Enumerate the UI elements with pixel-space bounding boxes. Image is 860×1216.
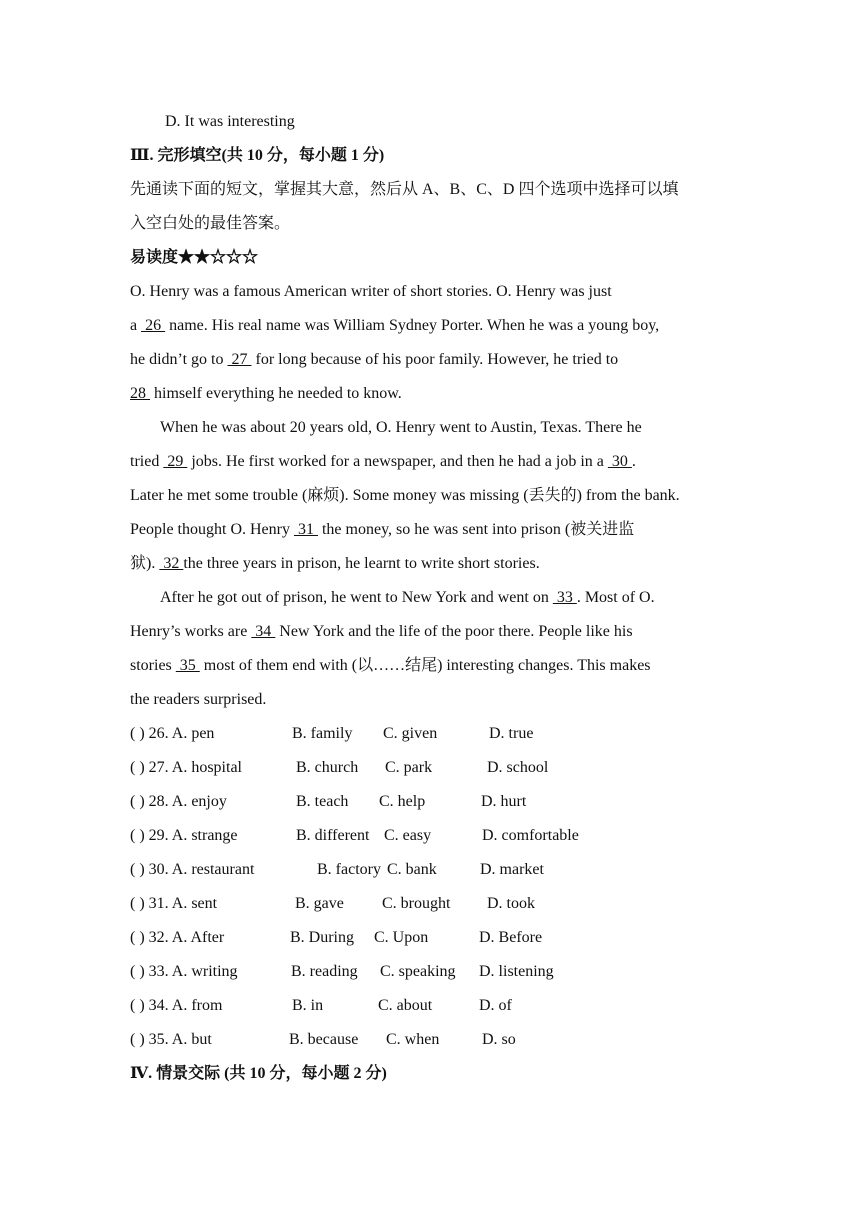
option-d: D. so [482, 1031, 516, 1048]
passage-text: for long because of his poor family. However, he tried to [251, 351, 619, 368]
blank-28: 28 [130, 385, 150, 402]
passage-line-2 [130, 316, 659, 336]
question-number: ( ) 31. A. sent [130, 895, 218, 912]
option-b: B. reading [291, 963, 358, 980]
option-c: C. when [386, 1031, 440, 1048]
option-c: C. easy [384, 827, 432, 844]
option-c: C. brought [382, 895, 451, 912]
blank-34: 34 [251, 623, 276, 640]
passage-text: 狱). [130, 555, 160, 572]
question-30 [130, 860, 730, 880]
option-d: D. market [480, 861, 544, 878]
option-d: D. school [487, 759, 549, 776]
question-number: ( ) 29. A. strange [130, 827, 238, 844]
option-d: D. took [487, 895, 535, 912]
question-number: ( ) 27. A. hospital [130, 759, 242, 776]
option-b: B. family [292, 725, 353, 742]
section-4-heading: Ⅳ. 情景交际 (共 10 分，每小题 2 分) [130, 1065, 387, 1082]
passage-text: he didn’t go to [130, 351, 228, 368]
blank-32: 32 [159, 555, 184, 572]
option-c: C. bank [387, 861, 437, 878]
question-number: ( ) 34. A. from [130, 997, 223, 1014]
passage-text: the money, so he was sent into prison (被关进监 [317, 521, 635, 538]
question-number: ( ) 32. A. After [130, 929, 225, 946]
passage-line-9 [130, 554, 540, 574]
question-number: ( ) 33. A. writing [130, 963, 238, 980]
section-3-heading: Ⅲ. 完形填空(共 10 分，每小题 1 分) [130, 147, 385, 164]
option-c: C. help [379, 793, 426, 810]
option-d: D. listening [479, 963, 554, 980]
question-number: ( ) 35. A. but [130, 1031, 212, 1048]
option-d: D. true [489, 725, 534, 742]
passage-line-8 [130, 520, 634, 540]
instruction-line-2: 入空白处的最佳答案。 [130, 215, 291, 232]
option-b: B. During [290, 929, 354, 946]
passage-line-4 [130, 384, 402, 404]
question-34 [130, 996, 730, 1016]
question-number: ( ) 26. A. pen [130, 725, 215, 742]
passage-text: . Most of O. [576, 589, 655, 606]
option-d: D. hurt [481, 793, 527, 810]
question-number: ( ) 28. A. enjoy [130, 793, 227, 810]
option-b: B. factory [317, 861, 381, 878]
option-b: B. teach [296, 793, 349, 810]
question-number: ( ) 30. A. restaurant [130, 861, 255, 878]
option-b: B. in [292, 997, 324, 1014]
option-d: D. Before [479, 929, 543, 946]
question-32 [130, 928, 730, 948]
option-b: B. because [289, 1031, 359, 1048]
passage-text: tried [130, 453, 164, 470]
blank-33: 33 [552, 589, 577, 606]
passage-text: People thought O. Henry [130, 521, 294, 538]
passage-line-7: Later he met some trouble (麻烦). Some money was missing (丢失的) from the bank. [130, 487, 680, 504]
question-28 [130, 792, 730, 812]
option-b: B. church [296, 759, 359, 776]
blank-29: 29 [163, 453, 188, 470]
option-c: C. park [385, 759, 433, 776]
passage-line-5: When he was about 20 years old, O. Henry went to Austin, Texas. There he [160, 419, 642, 436]
passage-text: . [631, 453, 636, 470]
passage-text: the three years in prison, he learnt to write short stories. [183, 555, 540, 572]
option-b: B. gave [295, 895, 344, 912]
passage-text: After he got out of prison, he went to New York and went on [160, 589, 553, 606]
option-d: D. of [479, 997, 512, 1014]
option-c: C. speaking [380, 963, 456, 980]
question-35 [130, 1030, 730, 1050]
passage-text: New York and the life of the poor there. People like his [275, 623, 633, 640]
blank-31: 31 [293, 521, 318, 538]
passage-line-3 [130, 350, 618, 370]
blank-30: 30 [607, 453, 632, 470]
blank-27: 27 [227, 351, 252, 368]
passage-line-1: O. Henry was a famous American writer of short stories. O. Henry was just [130, 283, 612, 300]
question-27 [130, 758, 730, 778]
passage-line-10 [160, 588, 655, 608]
passage-text: Henry’s works are [130, 623, 252, 640]
passage-line-13: the readers surprised. [130, 691, 267, 708]
passage-line-11 [130, 622, 633, 642]
option-c: C. Upon [374, 929, 429, 946]
passage-line-12 [130, 656, 651, 676]
option-b: B. different [296, 827, 370, 844]
blank-26: 26 [141, 317, 166, 334]
question-26 [130, 724, 730, 744]
passage-text: most of them end with (以……结尾) interesting changes. This makes [199, 657, 651, 674]
instruction-line-1: 先通读下面的短文，掌握其大意，然后从 A、B、C、D 四个选项中选择可以填 [130, 181, 679, 198]
passage-text: jobs. He first worked for a newspaper, and then he had a job in a [187, 453, 608, 470]
difficulty-rating: 易读度★★☆☆☆ [130, 249, 259, 266]
question-33 [130, 962, 730, 982]
option-c: C. given [383, 725, 438, 742]
previous-option-d: D. It was interesting [165, 113, 295, 130]
question-29 [130, 826, 730, 846]
option-c: C. about [378, 997, 433, 1014]
blank-35: 35 [175, 657, 200, 674]
option-d: D. comfortable [482, 827, 579, 844]
passage-text: stories [130, 657, 176, 674]
passage-text: himself everything he needed to know. [150, 385, 402, 402]
passage-text: a [130, 317, 142, 334]
question-31 [130, 894, 730, 914]
passage-line-6 [130, 452, 636, 472]
passage-text: name. His real name was William Sydney Porter. When he was a young boy, [165, 317, 660, 334]
